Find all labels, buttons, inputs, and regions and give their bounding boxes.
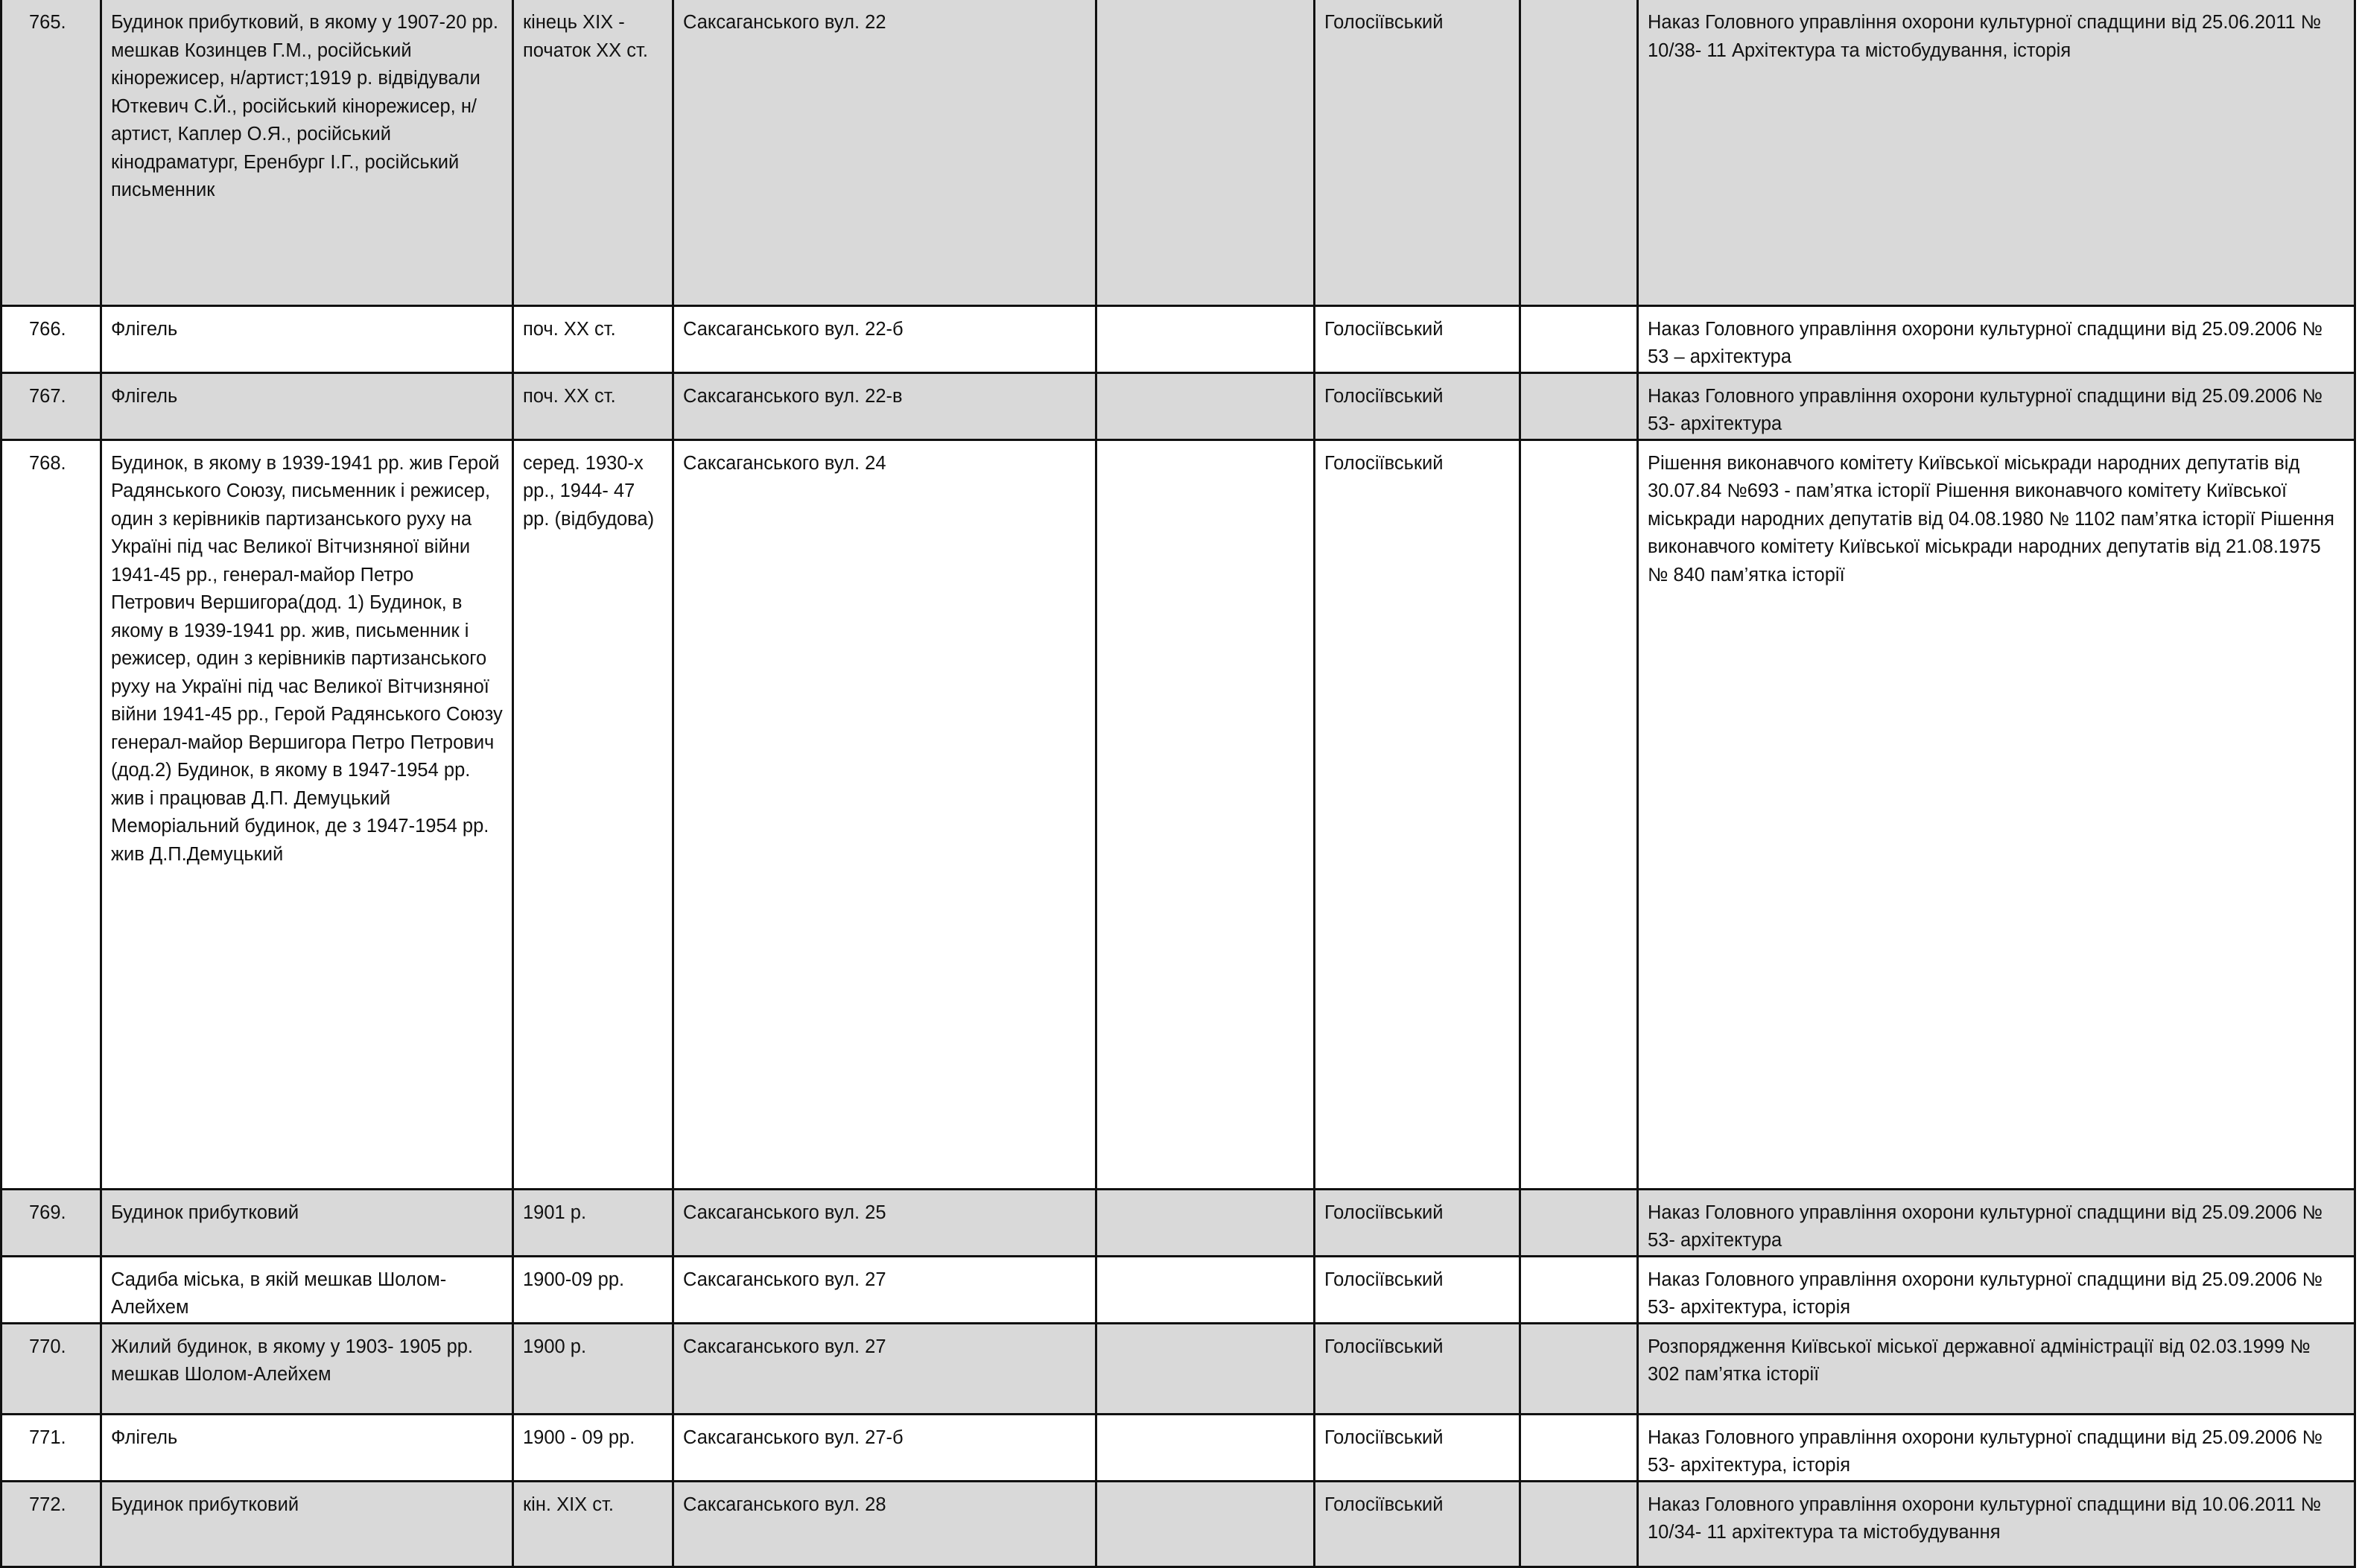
table-row (1, 1323, 2355, 1414)
row-number: 766. (1, 305, 101, 372)
row-number: 765. (1, 0, 101, 305)
protection-document: Наказ Головного управління охорони культурної спадщини від 25.09.2006 № 53 – архітектура (1638, 305, 2355, 372)
protection-document: Наказ Головного управління охорони культурної спадщини від 25.06.2011 № 10/38- 11 Архітектура та містобудування, історія (1638, 0, 2355, 305)
protection-document: Рішення виконавчого комітету Київської міськради народних депутатів від 30.07.84 №693 - пам’ятка історії Рішення виконавчого комітету Київської міськради народних депутатів від 04.08.1980 № 1102 пам’ятка історії Рішення виконавчого комітету Київської міськради народних депутатів від 21.08.1975 № 840 пам’ятка історії (1638, 439, 2355, 1189)
protection-document: Розпорядження Київської міської державної адміністрації від 02.03.1999 № 302 пам’ятка історії (1638, 1323, 2355, 1414)
object-date: 1900 - 09 рр. (513, 1414, 673, 1481)
object-district: Голосіївський (1315, 1189, 1520, 1256)
protection-document: Наказ Головного управління охорони культурної спадщини від 25.09.2006 № 53- архітектура (1638, 372, 2355, 439)
object-date: кінець XIX - початок XX ст. (513, 0, 673, 305)
empty-cell (1096, 1481, 1315, 1567)
object-name: Садиба міська, в якій мешкав Шолом-Алейхем (101, 1256, 513, 1323)
object-address: Саксаганського вул. 22-в (673, 372, 1096, 439)
object-address: Саксаганського вул. 24 (673, 439, 1096, 1189)
empty-cell (1520, 1256, 1638, 1323)
table-row (1, 372, 2355, 439)
object-name: Жилий будинок, в якому у 1903- 1905 рр. мешкав Шолом-Алейхем (101, 1323, 513, 1414)
empty-cell (1096, 372, 1315, 439)
object-name: Будинок, в якому в 1939-1941 рр. жив Герой Радянського Союзу, письменник і режисер, один з керівників партизанського руху на Україні під час Великої Вітчизняної війни 1941-45 рр., генерал-майор Петро Петрович Вершигора(дод. 1) Будинок, в якому в 1939-1941 рр. жив, письменник і режисер, один з керівників партизанського руху на Україні під час Великої Вітчизняної війни 1941-45 рр., Герой Радянського Союзу генерал-майор Вершигора Петро Петрович (дод.2) Будинок, в якому в 1947-1954 рр. жив і працював Д.П. Демуцький Меморіальний будинок, де з 1947-1954 рр. жив Д.П.Демуцький (101, 439, 513, 1189)
object-name: Будинок прибутковий, в якому у 1907-20 рр. мешкав Козинцев Г.М., російський кінорежисер, н/артист;1919 р. відвідували Юткевич С.Й., російський кінорежисер, н/артист, Каплер О.Я., російський кінодраматург, Еренбург І.Г., російський письменник (101, 0, 513, 305)
table-row (1, 1414, 2355, 1481)
empty-cell (1520, 0, 1638, 305)
object-date: поч. XX ст. (513, 305, 673, 372)
row-number: 771. (1, 1414, 101, 1481)
row-number: 768. (1, 439, 101, 1189)
object-district: Голосіївський (1315, 1256, 1520, 1323)
object-district: Голосіївський (1315, 439, 1520, 1189)
object-name: Флігель (101, 305, 513, 372)
empty-cell (1096, 1414, 1315, 1481)
object-date: 1901 р. (513, 1189, 673, 1256)
protection-document: Наказ Головного управління охорони культурної спадщини від 25.09.2006 № 53- архітектура, історія (1638, 1414, 2355, 1481)
table-row (1, 1256, 2355, 1323)
empty-cell (1520, 372, 1638, 439)
object-date: серед. 1930-х рр., 1944- 47 рр. (відбудова) (513, 439, 673, 1189)
protection-document: Наказ Головного управління охорони культурної спадщини від 25.09.2006 № 53- архітектура, історія (1638, 1256, 2355, 1323)
object-district: Голосіївський (1315, 0, 1520, 305)
table-row (1, 1189, 2355, 1256)
empty-cell (1096, 1189, 1315, 1256)
table-row (1, 1481, 2355, 1567)
object-district: Голосіївський (1315, 1323, 1520, 1414)
object-name: Флігель (101, 372, 513, 439)
row-number: 767. (1, 372, 101, 439)
empty-cell (1520, 439, 1638, 1189)
object-address: Саксаганського вул. 27-б (673, 1414, 1096, 1481)
empty-cell (1096, 1256, 1315, 1323)
protection-document: Наказ Головного управління охорони культурної спадщини від 25.09.2006 № 53- архітектура (1638, 1189, 2355, 1256)
object-district: Голосіївський (1315, 1414, 1520, 1481)
table-row (1, 305, 2355, 372)
object-address: Саксаганського вул. 22 (673, 0, 1096, 305)
empty-cell (1096, 439, 1315, 1189)
empty-cell (1520, 1323, 1638, 1414)
row-number: 772. (1, 1481, 101, 1567)
object-address: Саксаганського вул. 28 (673, 1481, 1096, 1567)
row-number: 769. (1, 1189, 101, 1256)
object-date: кін. XIX ст. (513, 1481, 673, 1567)
row-number: 770. (1, 1323, 101, 1414)
object-address: Саксаганського вул. 25 (673, 1189, 1096, 1256)
object-district: Голосіївський (1315, 305, 1520, 372)
empty-cell (1096, 0, 1315, 305)
object-district: Голосіївський (1315, 1481, 1520, 1567)
object-date: 1900-09 рр. (513, 1256, 673, 1323)
object-district: Голосіївський (1315, 372, 1520, 439)
empty-cell (1520, 305, 1638, 372)
object-address: Саксаганського вул. 27 (673, 1323, 1096, 1414)
empty-cell (1520, 1189, 1638, 1256)
empty-cell (1520, 1481, 1638, 1567)
protection-document: Наказ Головного управління охорони культурної спадщини від 10.06.2011 № 10/34- 11 архітектура та містобудування (1638, 1481, 2355, 1567)
empty-cell (1520, 1414, 1638, 1481)
object-name: Флігель (101, 1414, 513, 1481)
object-date: 1900 р. (513, 1323, 673, 1414)
empty-cell (1096, 1323, 1315, 1414)
empty-cell (1096, 305, 1315, 372)
object-name: Будинок прибутковий (101, 1481, 513, 1567)
table-row (1, 439, 2355, 1189)
row-number (1, 1256, 101, 1323)
object-name: Будинок прибутковий (101, 1189, 513, 1256)
object-address: Саксаганського вул. 27 (673, 1256, 1096, 1323)
table-row (1, 0, 2355, 305)
object-date: поч. XX ст. (513, 372, 673, 439)
object-address: Саксаганського вул. 22-б (673, 305, 1096, 372)
